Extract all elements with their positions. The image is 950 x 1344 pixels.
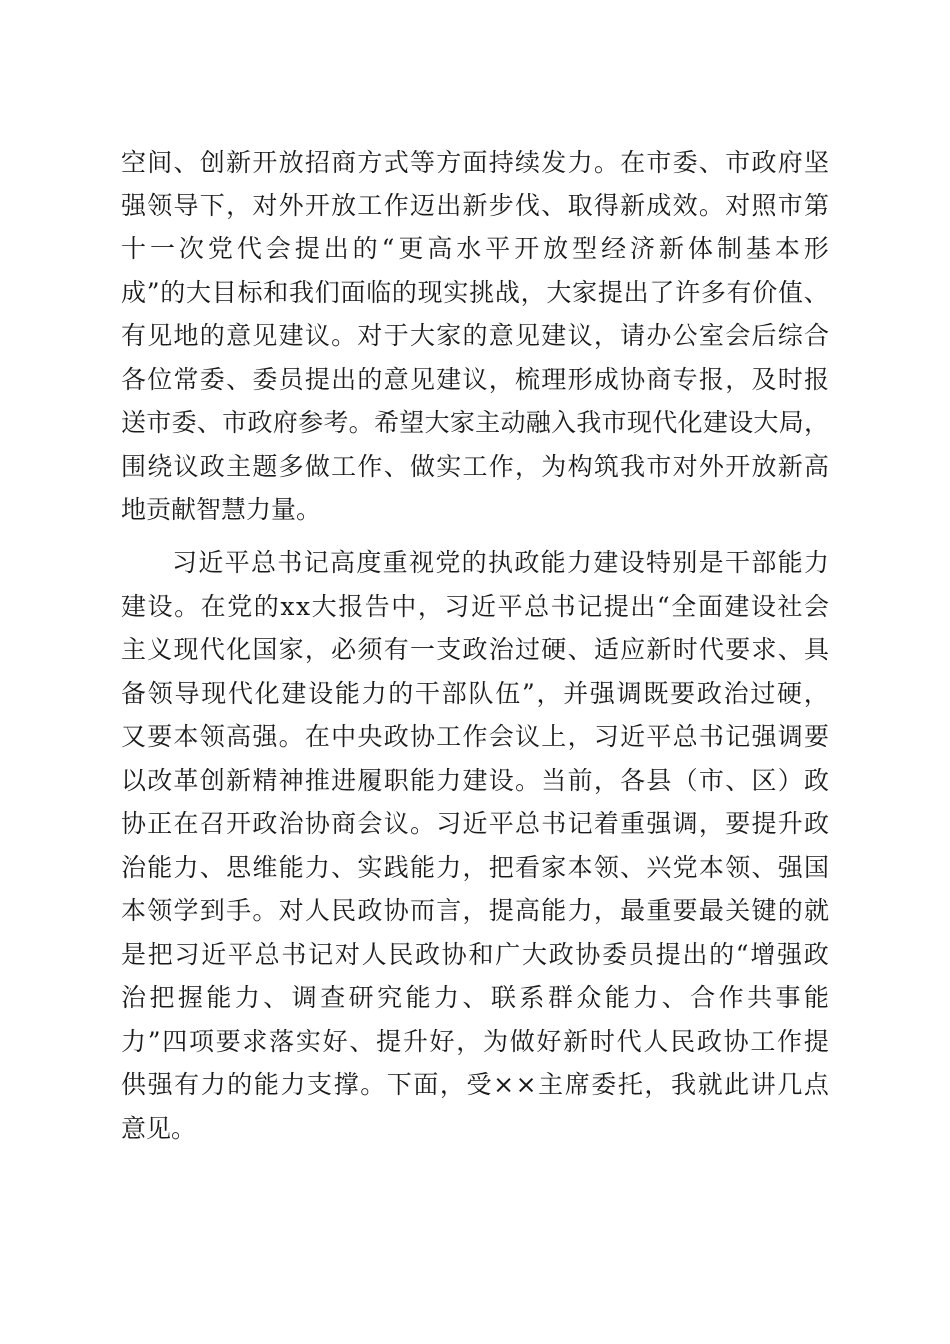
paragraph-1-line-5: 有见地的意见建议。对于大家的意见建议，请办公室会后综合 bbox=[121, 321, 831, 350]
paragraph-1-line-9: 地贡献智慧力量。 bbox=[121, 495, 322, 524]
paragraph-1-line-6: 各位常委、委员提出的意见建议，梳理形成协商专报，及时报 bbox=[121, 365, 831, 394]
paragraph-1-line-8: 围绕议政主题多做工作、做实工作，为构筑我市对外开放新高 bbox=[121, 452, 831, 481]
paragraph-2-line-6: 以改革创新精神推进履职能力建设。当前，各县（市、区）政 bbox=[121, 766, 831, 795]
paragraph-1-line-7: 送市委、市政府参考。希望大家主动融入我市现代化建设大局， bbox=[121, 408, 830, 437]
paragraph-2-line-5: 又要本领高强。在中央政协工作会议上，习近平总书记强调要 bbox=[121, 722, 831, 751]
paragraph-1-line-4: 成”的大目标和我们面临的现实挑战，大家提出了许多有价值、 bbox=[121, 278, 830, 307]
paragraph-1-line-1: 空间、创新开放招商方式等方面持续发力。在市委、市政府坚 bbox=[121, 148, 831, 177]
paragraph-2-line-12: 力”四项要求落实好、提升好，为做好新时代人民政协工作提 bbox=[121, 1027, 831, 1056]
paragraph-2-line-14: 意见。 bbox=[121, 1114, 197, 1143]
paragraph-2-line-13: 供强有力的能力支撑。下面，受××主席委托，我就此讲几点 bbox=[121, 1070, 831, 1099]
paragraph-2-line-7: 协正在召开政治协商会议。习近平总书记着重强调，要提升政 bbox=[121, 809, 831, 838]
paragraph-2-line-1: 习近平总书记高度重视党的执政能力建设特别是干部能力 bbox=[172, 548, 831, 577]
paragraph-2-line-3: 主义现代化国家，必须有一支政治过硬、适应新时代要求、具 bbox=[121, 635, 831, 664]
paragraph-2-line-4: 备领导现代化建设能力的干部队伍”，并强调既要政治过硬， bbox=[121, 679, 831, 708]
paragraph-2-line-2: 建设。在党的xx大报告中，习近平总书记提出“全面建设社会 bbox=[121, 592, 831, 621]
paragraph-1-line-3: 十一次党代会提出的“更高水平开放型经济新体制基本形 bbox=[121, 234, 833, 263]
paragraph-2-line-11: 治把握能力、调查研究能力、联系群众能力、合作共事能 bbox=[121, 983, 833, 1012]
paragraph-2-line-10: 是把习近平总书记对人民政协和广大政协委员提出的“增强政 bbox=[121, 940, 831, 969]
paragraph-2-line-8: 治能力、思维能力、实践能力，把看家本领、兴党本领、强国 bbox=[121, 853, 831, 882]
paragraph-2-line-9: 本领学到手。对人民政协而言，提高能力，最重要最关键的就 bbox=[121, 896, 831, 925]
paragraph-1-line-2: 强领导下，对外开放工作迈出新步伐、取得新成效。对照市第 bbox=[121, 191, 831, 220]
